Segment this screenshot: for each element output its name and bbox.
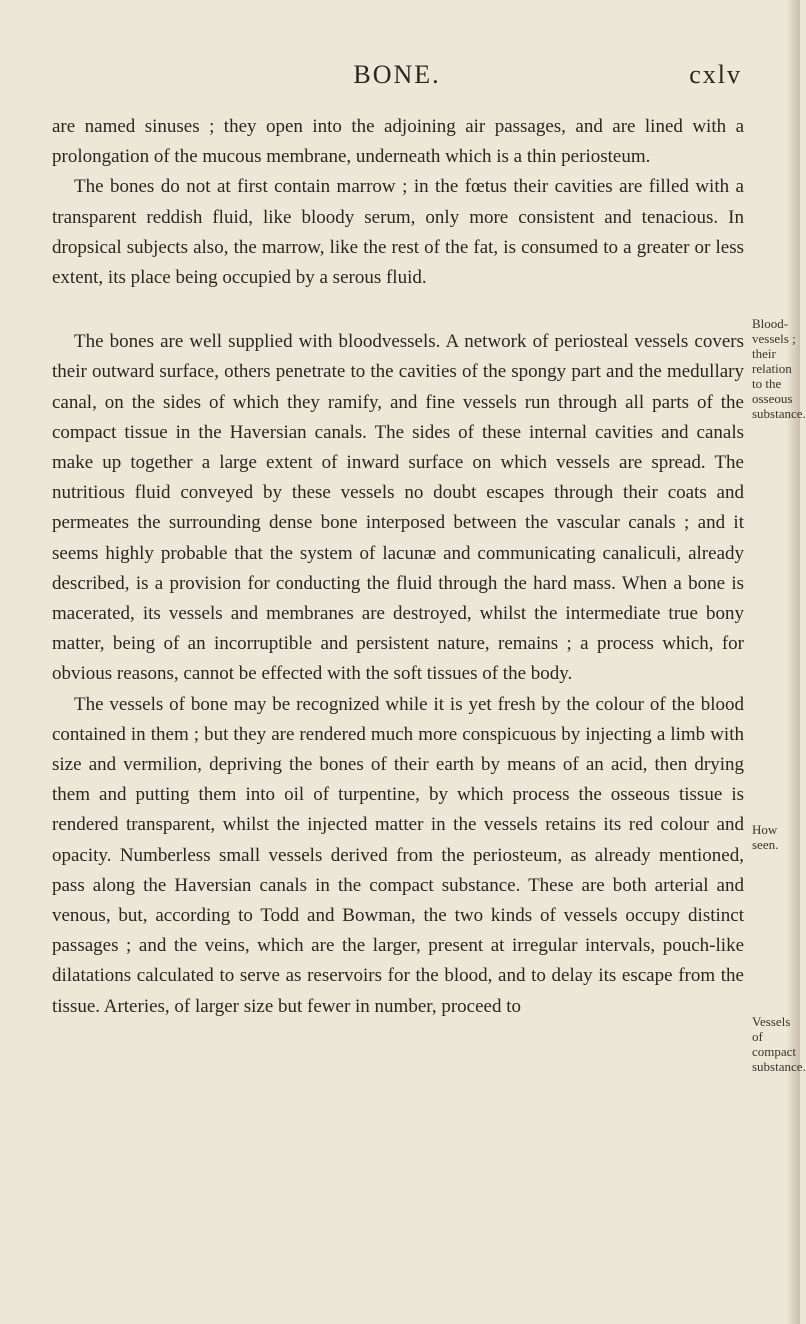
sidenote-blood-vessels: Blood-vessels ; their relation to the osseous substance.: [752, 316, 806, 421]
page-edge-shadow: [786, 0, 800, 1324]
page-number: cxlv: [689, 60, 742, 89]
sidenote-vessels-compact: Vessels of compact substance.: [752, 1014, 806, 1074]
running-head: [52, 60, 742, 96]
body-text: [52, 112, 744, 1022]
paragraph-vessels-recognized: The vessels of bone may be recognized while it is yet fresh by the colour of the blood contained in them ; but they are rendered much more conspicuous by injecting a limb with size and vermilion, depriving the bones of their earth by means of an acid, then drying them and putting them into oil of turpentine, by which process the osseous tissue is rendered transparent, whilst the injected matter in the vessels retains its red colour and opacity. Numberless small vessels derived from the periosteum, as already mentioned, pass along the Haversian canals in the compact substance. These are both arterial and venous, but, according to Todd and Bowman, the two kinds of vessels occupy distinct passages ; and the veins, which are the larger, present at irregular intervals, pouch-like dilatations calculated to serve as reservoirs for the blood, and to delay its escape from the tissue. Arteries, of larger size but fewer in number, proceed to: [52, 693, 744, 1017]
sidenote-how-seen: How seen.: [752, 822, 779, 852]
paragraph-marrow: The bones do not at first contain marrow ; in the fœtus their cavities are filled with a transparent reddish fluid, like bloody serum, only more consistent and tenacious. In dropsical subjects also, the marrow, like the rest of the fat, is consumed to a greater or less extent, its place being occupied by a serous fluid.: [52, 176, 744, 289]
paragraph-bloodvessels: The bones are well supplied with bloodvessels. A network of periosteal vessels covers their outward surface, others penetrate to the cavities of the spongy part and the medullary canal, on the sides of which they ramify, and fine vessels run through all parts of the compact tissue in the Haversian canals. The sides of these internal cavities and canals make up together a large extent of inward surface on which vessels are spread. The nutritious fluid conveyed by these vessels no doubt escapes through their coats and permeates the surrounding dense bone interposed between the vascular canals ; and it seems highly probable that the system of lacunæ and communicating canaliculi, already described, is a provision for conducting the fluid through the hard mass. When a bone is macerated, its vessels and membranes are destroyed, whilst the intermediate true bony matter, being of an incorruptible and persistent nature, remains ; a process which, for obvious reasons, cannot be effected with the soft tissues of the body.: [52, 331, 744, 685]
running-head-title: BONE.: [353, 60, 441, 89]
paragraph-continued: are named sinuses ; they open into the adjoining air passages, and are lined with a prolongation of the mucous membrane, underneath which is a thin periosteum.: [52, 116, 744, 168]
